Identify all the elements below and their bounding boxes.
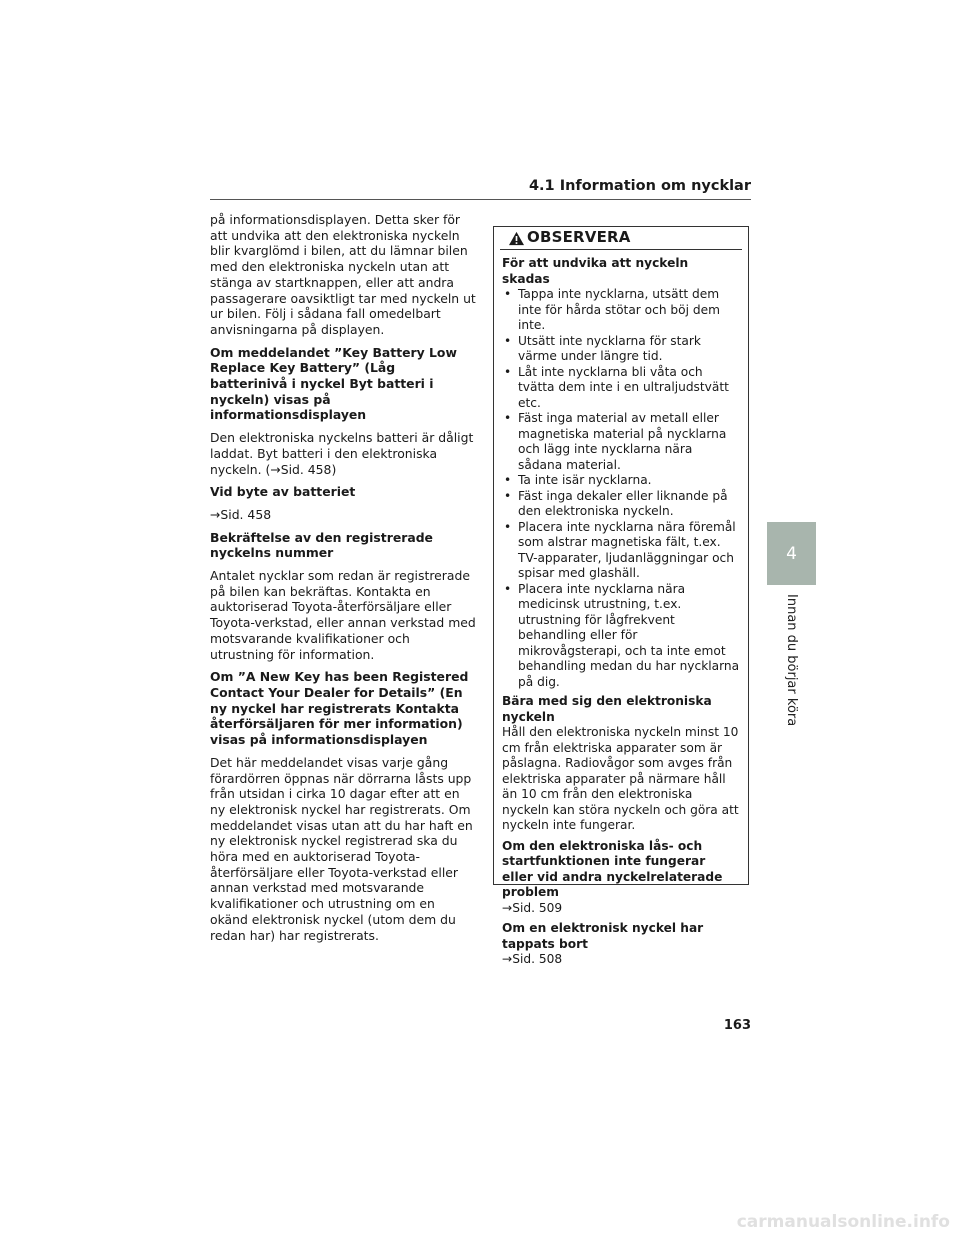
paragraph: Den elektroniska nyckelns batteri är dåligt laddat. Byt batteri i den elektroniska nyckeln. (→Sid. 458) [210, 430, 474, 477]
warning-box [493, 226, 749, 966]
warning-bullet-list [502, 287, 740, 690]
chapter-title: Innan du börjar köra [784, 594, 799, 727]
warning-subheading: Bära med sig den elektroniska nyckeln [502, 694, 712, 724]
list-item: • Utsätt inte nycklarna för stark värme under längre tid. [502, 334, 740, 365]
warning-title: OBSERVERA [527, 228, 631, 247]
warning-subheading: Om en elektronisk nyckel har tappats bort [502, 921, 704, 951]
page-number: 163 [723, 1018, 751, 1033]
list-item: • Fäst inga material av metall eller magnetiska material på nycklarna och lägg inte nycklarna nära sådana material. [502, 411, 740, 473]
paragraph: Det här meddelandet visas varje gång förardörren öppnas när dörrarna låsts upp från utsidan i cirka 10 dagar efter att en ny elektronisk nyckel har registrerats. Om meddelandet visas utan att du har haft en ny elektronisk nyckel registrerad ska du höra med en auktoriserad Toyota-återförsäljare eller Toyota-verkstad eller annan verkstad med motsvarande kvalifikationer och utrustning om en okänd elektronisk nyckel (utom dem du redan har) har registrerats. [210, 754, 473, 943]
watermark: carmanualsonline.info [736, 1212, 950, 1232]
chapter-tab: 4 [767, 522, 816, 585]
warning-header [500, 227, 742, 250]
warning-subheading: För att undvika att nyckeln skadas [502, 256, 689, 286]
paragraph: Antalet nycklar som redan är registrerade på bilen kan bekräftas. Kontakta en auktoriserad Toyota-återförsäljare eller Toyota-verkstad, eller annan verkstad med motsvarande kvalifikationer och utrustning för information. [210, 568, 476, 662]
list-item: • Placera inte nycklarna nära medicinsk utrustning, t.ex. utrustning för lågfrekvent behandling eller för mikrovågsterapi, och ta inte emot behandling medan du har nycklarna på dig. [502, 582, 740, 691]
page-reference: →Sid. 508 [502, 952, 563, 966]
section-header: 4.1 Information om nycklar [210, 177, 751, 200]
subheading: Vid byte av batteriet [210, 484, 356, 500]
list-item: • Fäst inga dekaler eller liknande på den elektroniska nyckeln. [502, 489, 740, 520]
list-item: • Placera inte nycklarna nära föremål som alstrar magnetiska fält, t.ex. TV-apparater, ljudanläggningar och spisar med glashäll. [502, 520, 740, 582]
subheading: Om meddelandet ”Key Battery Low Replace Key Battery” (Låg batterinivå i nyckel Byt batteri i nyckeln) visas på informationsdisplayen [210, 344, 457, 423]
left-column [210, 212, 476, 950]
list-item: • Ta inte isär nycklarna. [502, 473, 740, 489]
paragraph: på informationsdisplayen. Detta sker för att undvika att den elektroniska nyckeln blir kvarglömd i bilen, att du lämnar bilen med den elektroniska nyckeln utan att stänga av startknappen, eller att andra passagerare oavsiktligt tar med nyckeln ut ur bilen. Följ i sådana fall omedelbart anvisningarna på displayen. [210, 212, 476, 337]
paragraph: Håll den elektroniska nyckeln minst 10 cm från elektriska apparater som är påslagna. Radiovågor som avges från elektriska apparater på närmare håll än 10 cm från den elektroniska nyckeln kan störa nyckeln och göra att nyckeln inte fungerar. [502, 725, 739, 832]
subheading: Om ”A New Key has been Registered Contact Your Dealer for Details” (En ny nyckel har registrerats Kontakta återförsäljaren för mer information) visas på informationsdisplayen [210, 669, 469, 748]
list-item: • Tappa inte nycklarna, utsätt dem inte för hårda stötar och böj dem inte. [502, 287, 740, 334]
list-item: • Låt inte nycklarna bli våta och tvätta dem inte i en ultraljudstvätt etc. [502, 365, 740, 412]
page-reference: →Sid. 458 [210, 506, 272, 522]
warning-subheading: Om den elektroniska lås- och startfunktionen inte fungerar eller vid andra nyckelrelaterade problem [502, 838, 723, 899]
subheading: Bekräftelse av den registrerade nyckelns nummer [210, 529, 433, 561]
warning-body [494, 250, 748, 968]
warning-triangle-icon [508, 231, 525, 246]
page-reference: →Sid. 509 [502, 900, 563, 915]
